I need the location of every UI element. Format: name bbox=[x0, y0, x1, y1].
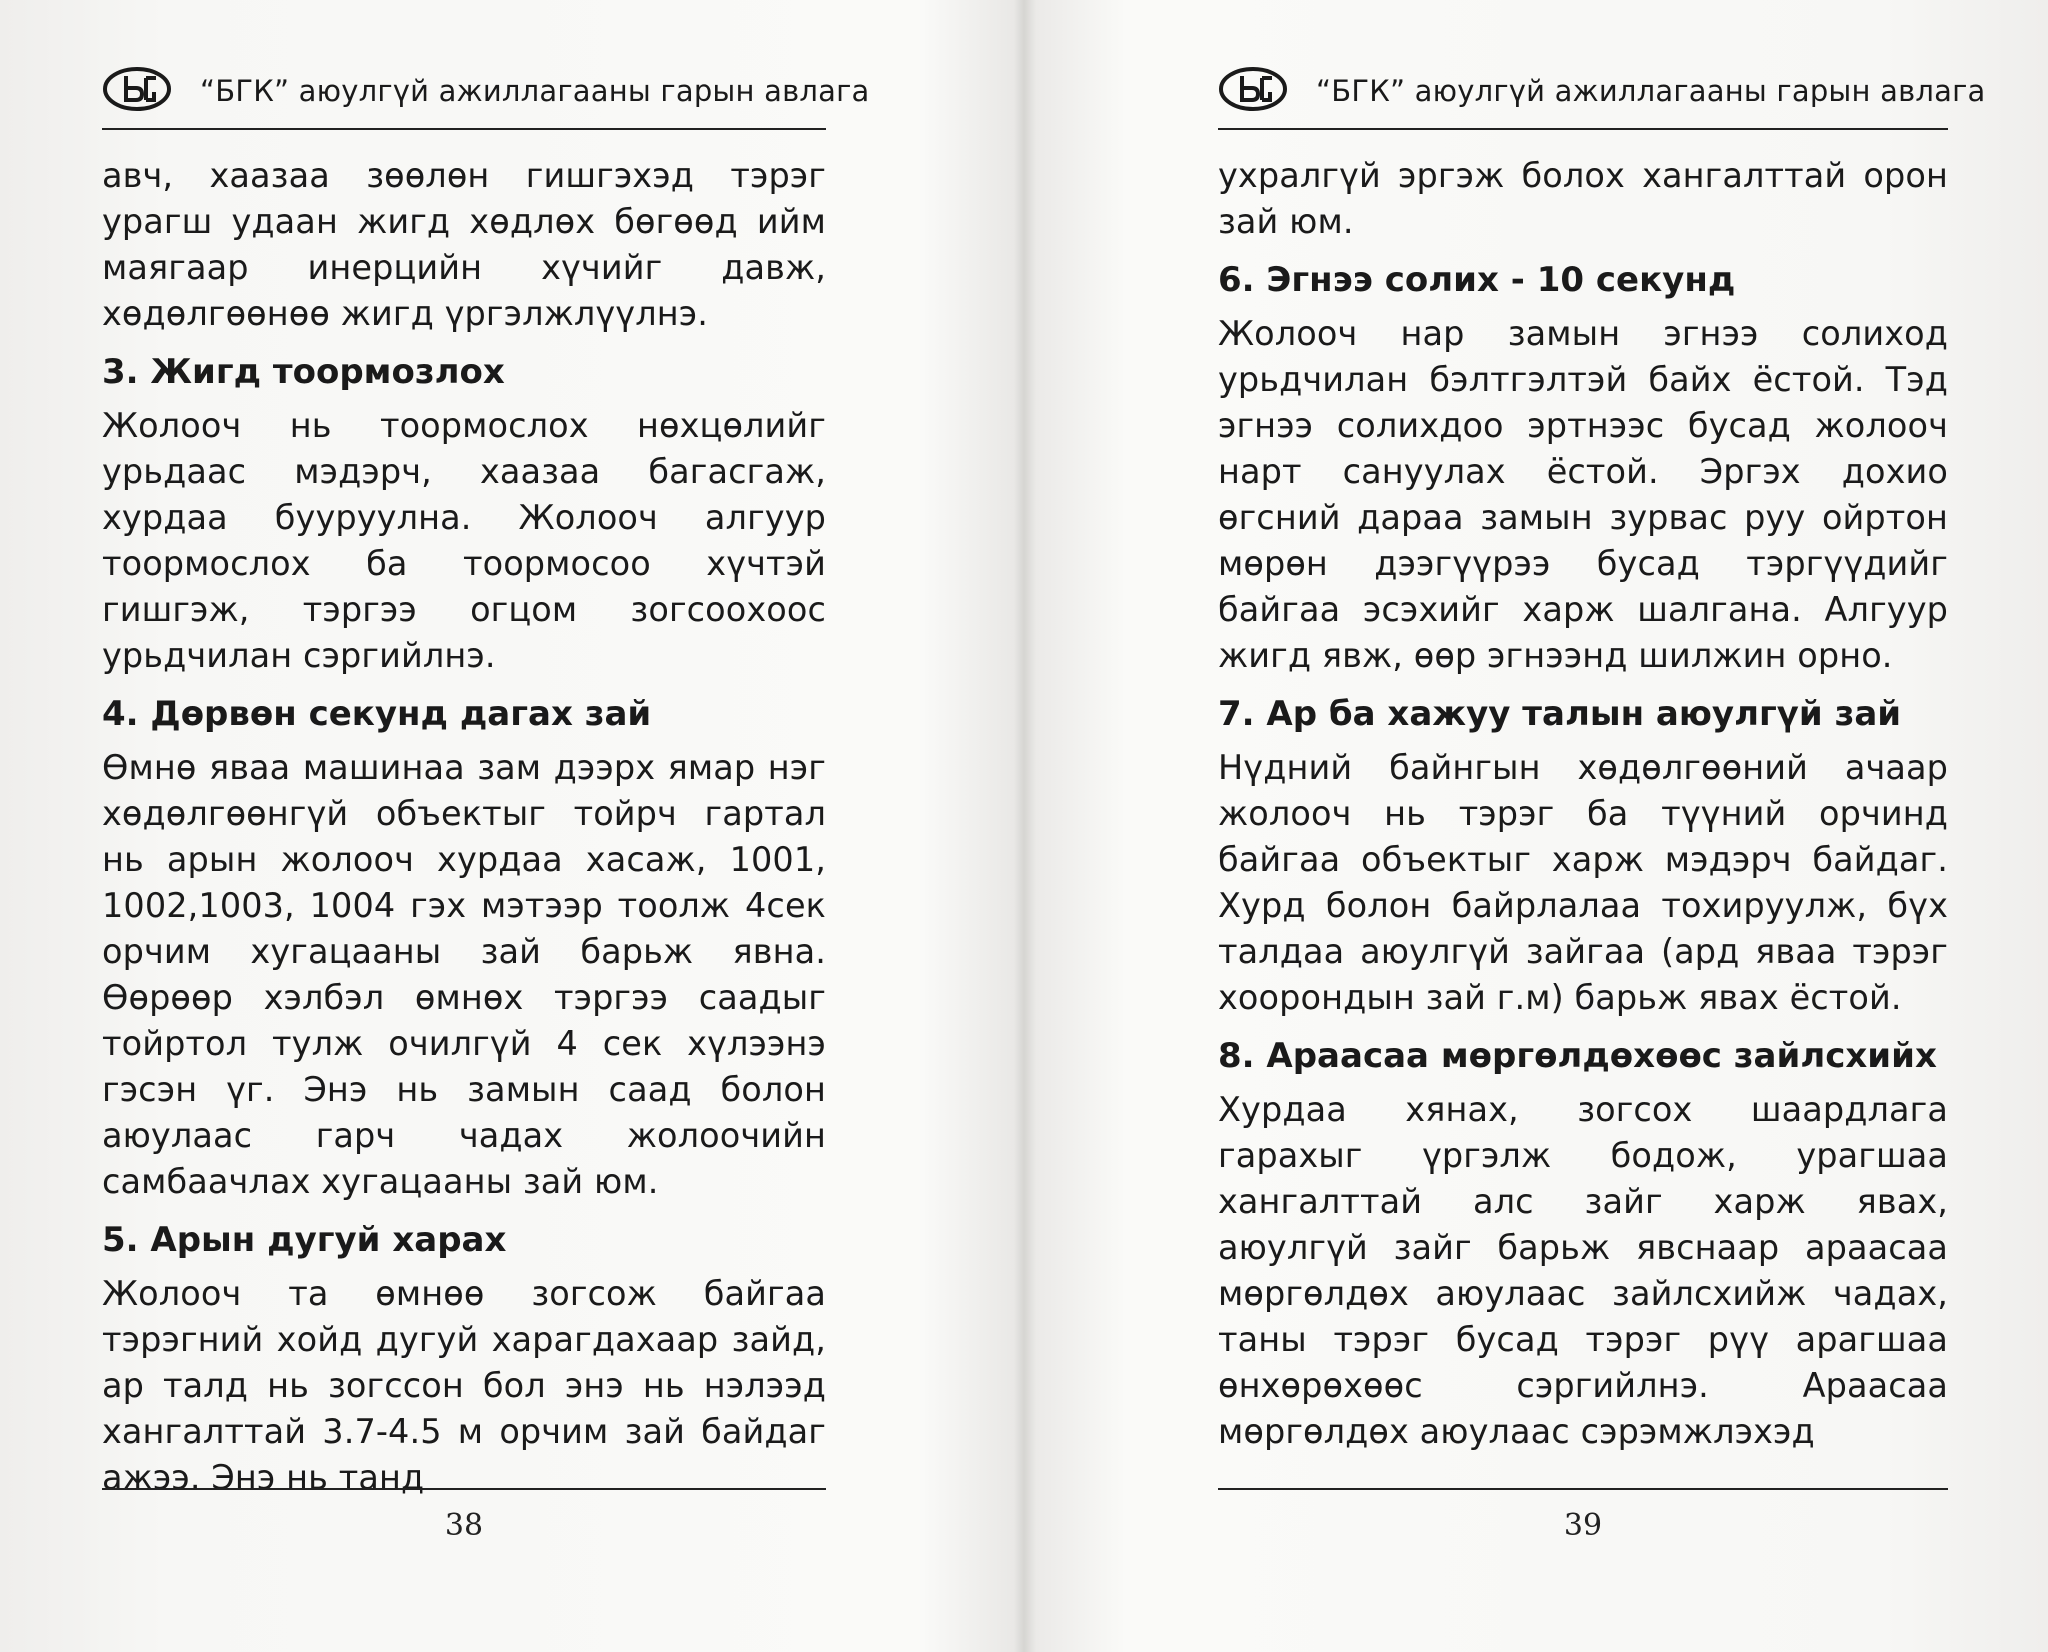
section-heading: 3. Жигд тоормозлох bbox=[102, 352, 505, 392]
section-heading: 6. Эгнээ солих - 10 секунд bbox=[1218, 260, 1736, 300]
page-number: 38 bbox=[444, 1508, 484, 1543]
page-number: 39 bbox=[1563, 1508, 1603, 1543]
paragraph: Нүдний байнгын хөдөлгөөний ачаар жолооч нь тэрэг ба түүний орчинд байгаа объектыг харж мэдэрч байдаг. Хурд болон байрлалаа тохируулж, бүх талдаа аюулгүй зайгаа (ард яваа тэрэг хоорондын зай г.м) барьж явах ёстой. bbox=[1218, 748, 1948, 1017]
paragraph: Жолооч нь тоормослох нөхцөлийг урьдаас мэдэрч, хаазаа багасгаж, хурдаа бууруулна. Жолооч алгуур тоормослох ба тоормосоо хүчтэй гишгэж, тэргээ огцом зогсоохоос урьдчилан сэргийлнэ. bbox=[102, 406, 826, 675]
paragraph: Өмнө яваа машинаа зам дээрх ямар нэг хөдөлгөөнгүй объектыг тойрч гартал нь арын жолооч хурдаа хасаж, 1001, 1002,1003, 1004 гэх мэтээр тоолж 4сек орчим хугацааны зай барьж явна. Өөрөөр хэлбэл өмнөх тэргээ саадыг тойртол тулж очилгүй 4 сек хүлээнэ гэсэн үг. Энэ нь замын саад болон аюулаас гарч чадах жолоочийн самбаачлах хугацааны зай юм. bbox=[102, 748, 826, 1201]
left-page bbox=[102, 0, 870, 1652]
bgk-logo-icon bbox=[102, 66, 172, 112]
page-header bbox=[102, 64, 870, 130]
paragraph: Жолооч та өмнөө зогсож байгаа тэрэгний хойд дугуй харагдахаар зайд, ар талд нь зогссон бол энэ нь нэлээд хангалттай 3.7-4.5 м орчим зай байдаг ажээ. Энэ нь танд bbox=[102, 1274, 826, 1497]
footer-divider bbox=[102, 1488, 826, 1490]
header-title: “БГК” аюулгүй ажиллагааны гарын авлага bbox=[1316, 74, 1986, 108]
paragraph: Жолооч нар замын эгнээ солиход урьдчилан бэлтгэлтэй байх ёстой. Тэд эгнээ солихдоо эртнээс бусад жолооч нарт сануулах ёстой. Эргэх дохио өгсний дараа замын зурвас руу ойртон мөрөн дээгүүрээ бусад тэргүүдийг байгаа эсэхийг харж шалгана. Алгуур жигд явж, өөр эгнээнд шилжин орно. bbox=[1218, 314, 1948, 675]
paragraph: Хурдаа хянах, зогсох шаардлага гарахыг үргэлж бодож, урагшаа хангалттай алс зайг харж явах, аюулгүй зайг барьж явснаар араасаа мөргөлдөх аюулаас зайлсхийж чадах, таны тэрэг бусад тэрэг рүү арагшаа өнхөрөхөөс сэргийлнэ. Араасаа мөргөлдөх аюулаас сэрэмжлэхэд bbox=[1218, 1090, 1948, 1451]
section-heading: 8. Араасаа мөргөлдөхөөс зайлсхийх bbox=[1218, 1036, 1937, 1076]
page-header bbox=[1218, 64, 1986, 130]
section-heading: 5. Арын дугуй харах bbox=[102, 1220, 507, 1260]
section-heading: 4. Дөрвөн секунд дагах зай bbox=[102, 694, 652, 734]
page-body bbox=[102, 153, 826, 1501]
paragraph: авч, хаазаа зөөлөн гишгэхэд тэрэг урагш удаан жигд хөдлөх бөгөөд ийм маягаар инерцийн хүчийг давж, хөдөлгөөнөө жигд үргэлжлүүлнэ. bbox=[102, 156, 826, 333]
paragraph: ухралгүй эргэж болох хангалттай орон зай юм. bbox=[1218, 156, 1948, 241]
bgk-logo-icon bbox=[1218, 66, 1288, 112]
right-page bbox=[1218, 0, 1986, 1652]
page-body bbox=[1218, 153, 1948, 1455]
footer-divider bbox=[1218, 1488, 1948, 1490]
section-heading: 7. Ар ба хажуу талын аюулгүй зай bbox=[1218, 694, 1902, 734]
header-title: “БГК” аюулгүй ажиллагааны гарын авлага bbox=[200, 74, 870, 108]
